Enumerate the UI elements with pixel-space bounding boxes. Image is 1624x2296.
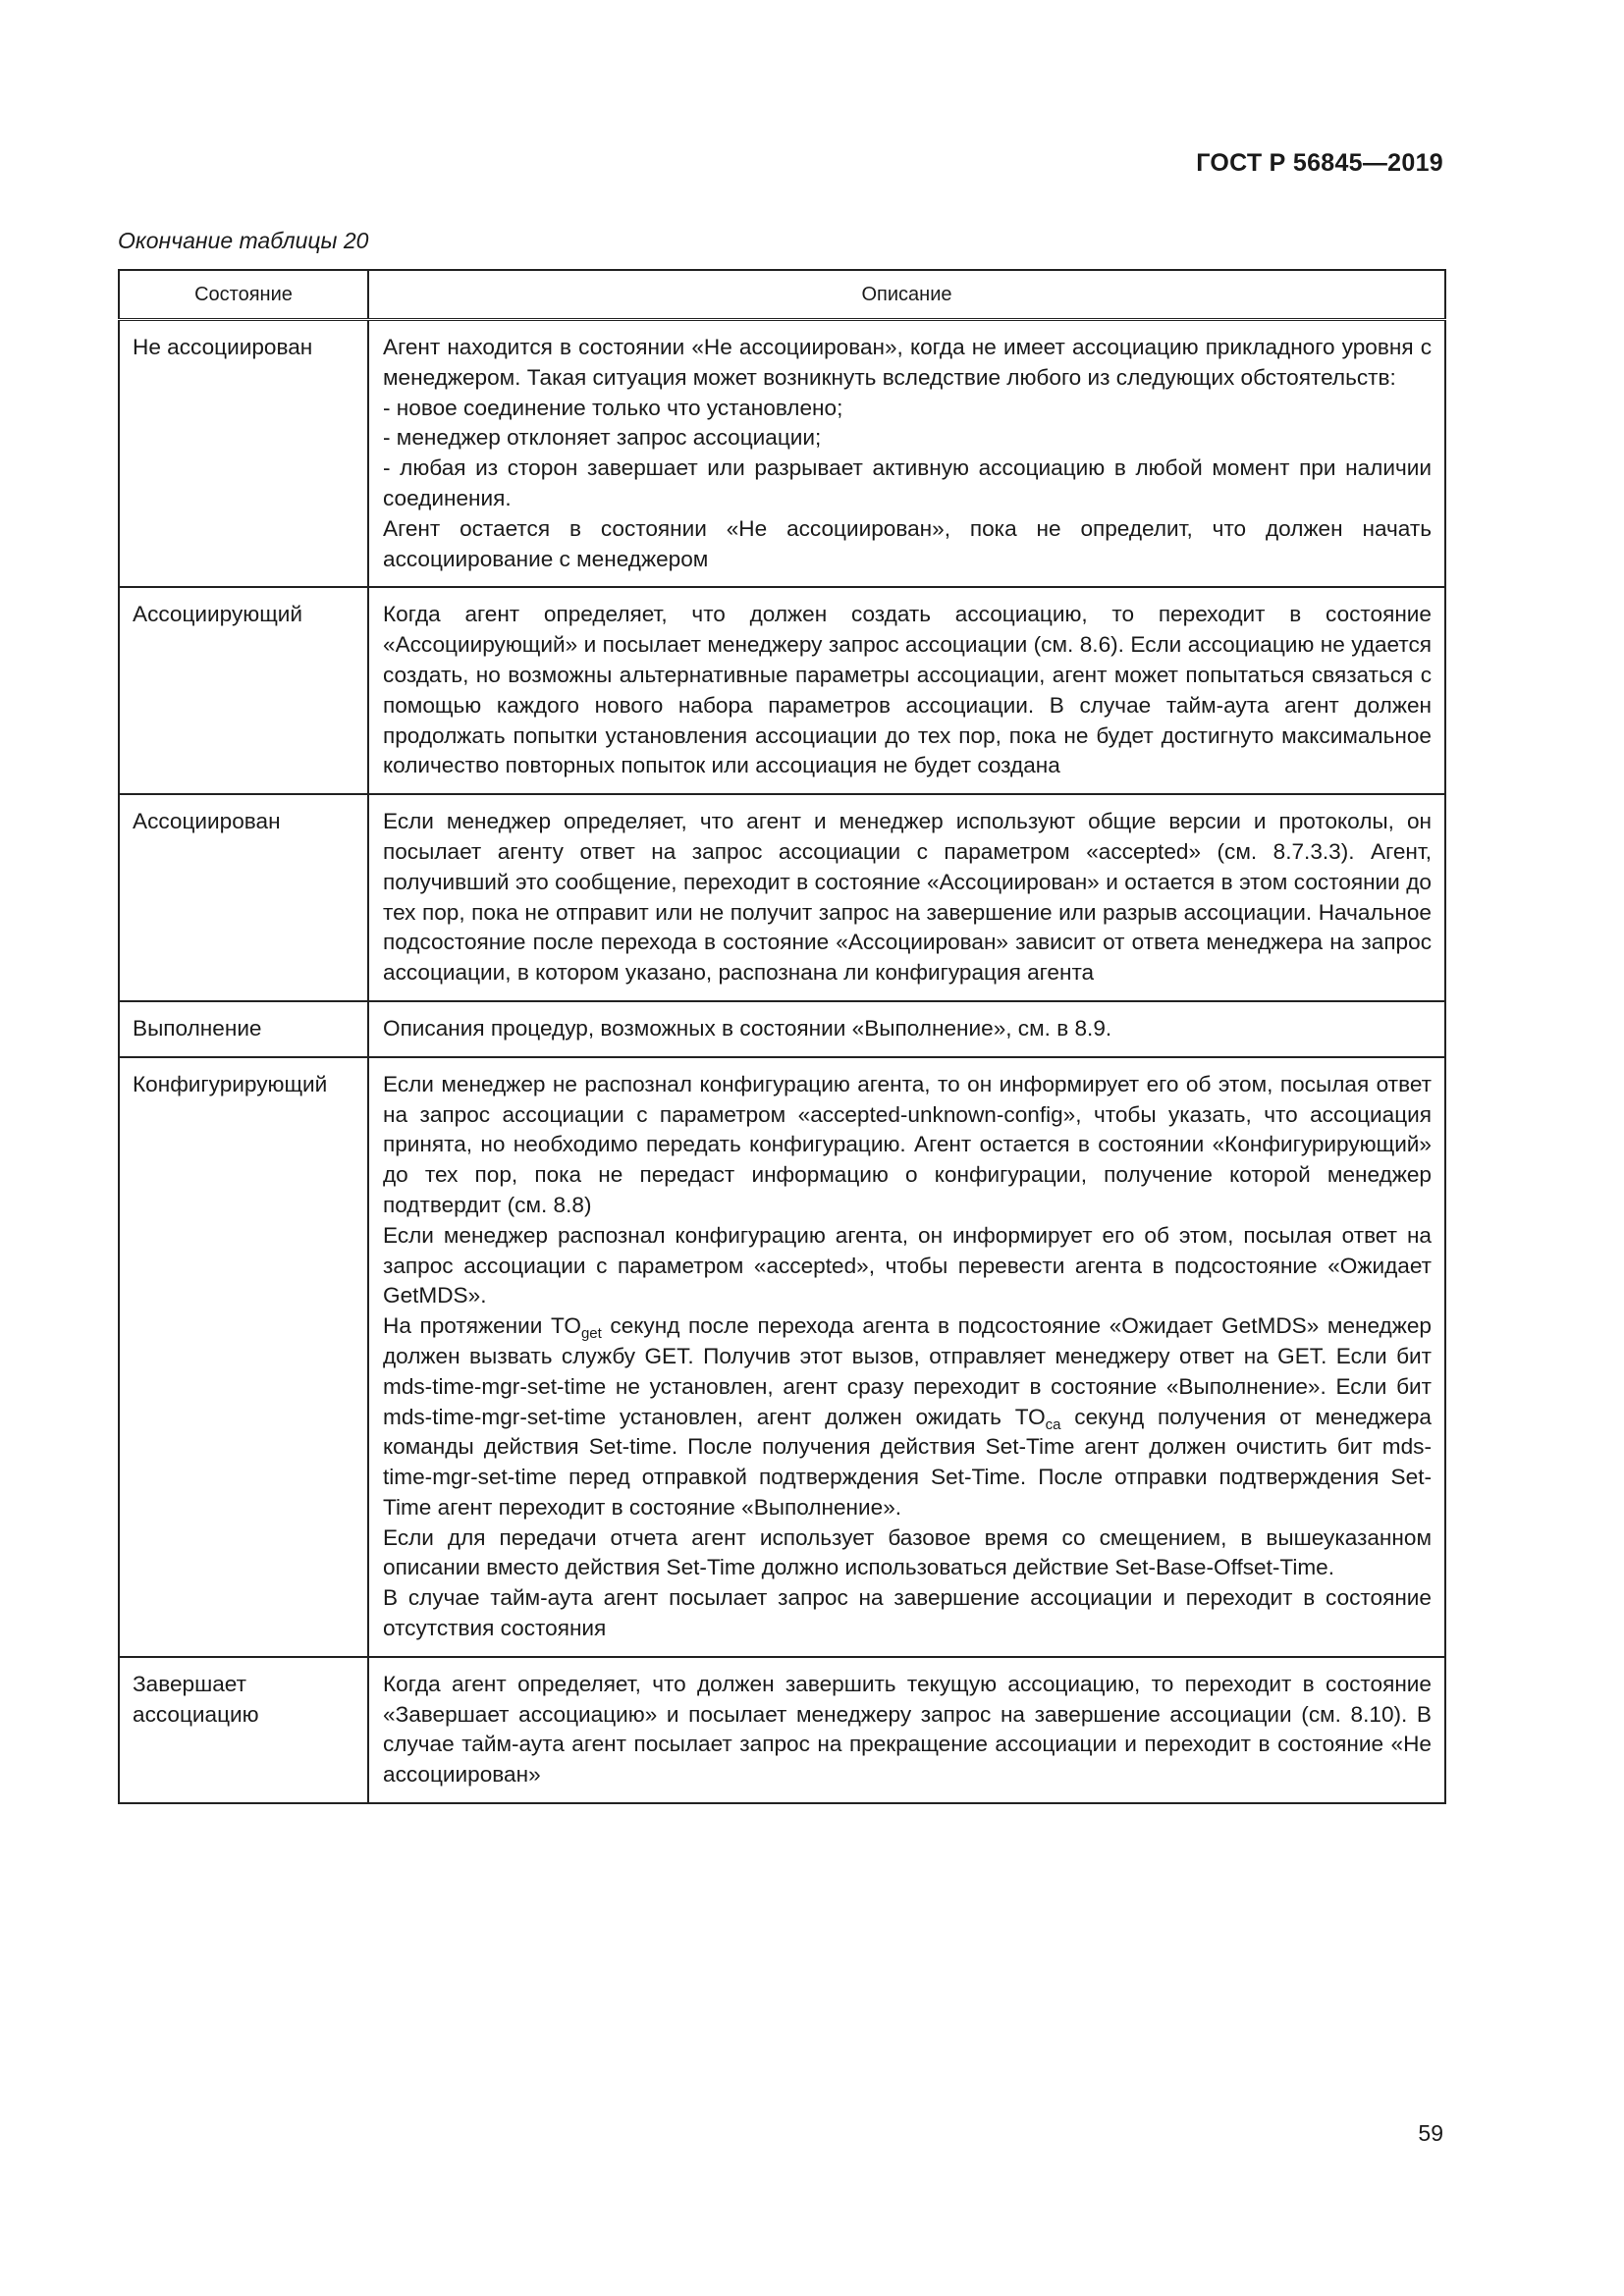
subscript-get: get xyxy=(580,1325,602,1343)
description-line: - любая из сторон завершает или разрывает активную ассоциацию в любой момент при наличии соединения. xyxy=(383,455,1432,510)
standard-code: ГОСТ Р 56845—2019 xyxy=(1196,149,1443,177)
table-row xyxy=(119,587,1445,794)
table-row xyxy=(119,794,1445,1001)
state-description xyxy=(368,794,1445,1001)
timing-text: На протяжении TO xyxy=(383,1313,581,1339)
state-name: Не ассоциирован xyxy=(119,320,368,588)
description-line: Когда агент определяет, что должен создать ассоциацию, то переходит в состояние «Ассоциирующий» и посылает менеджеру запрос ассоциации (см. 8.6). Если ассоциацию не удается создать, но возможны альтернативные параметры ассоциации, агент может попытаться связаться с помощью каждого нового набора параметров ассоциации. В случае тайм-аута агент должен продолжать попытки установления ассоциации до тех пор, пока не будет достигнуто максимальное количество повторных попыток или ассоциация не будет создана xyxy=(383,602,1432,778)
state-name: Ассоциирован xyxy=(119,794,368,1001)
timing-paragraph xyxy=(383,1311,1432,1523)
table-row xyxy=(119,1657,1445,1803)
timing-text: секунд после перехода агента в подсостояние «Ожидает GetMDS» менеджер должен вызвать службу GET. Получив этот вызов, отправляет менеджеру ответ на GET. Если бит mds-time-mgr-set-time не установлен, агент сразу переходит в состояние «Выполнение». Если бит mds-time-mgr-set-time установлен, агент должен ожидать TO xyxy=(383,1313,1432,1429)
states-table xyxy=(118,269,1446,1804)
description-line: - менеджер отклоняет запрос ассоциации; xyxy=(383,425,822,451)
description-line: В случае тайм-аута агент посылает запрос на завершение ассоциации и переходит в состояние отсутствия состояния xyxy=(383,1585,1432,1641)
description-line: Описания процедур, возможных в состоянии «Выполнение», см. в 8.9. xyxy=(383,1015,1112,1041)
state-description xyxy=(368,587,1445,794)
column-header-description: Описание xyxy=(368,270,1445,320)
page-number: 59 xyxy=(1418,2120,1443,2146)
table-row xyxy=(119,1057,1445,1657)
column-header-state: Состояние xyxy=(119,270,368,320)
description-line: - новое соединение только что установлено; xyxy=(383,395,843,420)
state-description xyxy=(368,320,1445,588)
table-row xyxy=(119,320,1445,588)
state-description xyxy=(368,1057,1445,1657)
state-name: Ассоциирующий xyxy=(119,587,368,794)
description-line: Если менеджер определяет, что агент и менеджер используют общие версии и протоколы, он посылает агенту ответ на запрос ассоциации с параметром «accepted» (см. 8.7.3.3). Агент, получивший это сообщение, переходит в состояние «Ассоциирован» и остается в этом состоянии до тех пор, пока не отправит или не получит запрос на завершение или разрыв ассоциации. Начальное подсостояние после перехода в состояние «Ассоциирован» зависит от ответа менеджера на запрос ассоциации, в котором указано, распознана ли конфигурация агента xyxy=(383,809,1432,986)
subscript-ca: ca xyxy=(1045,1415,1061,1433)
timing-text: секунд получения от менеджера команды действия Set-time. После получения действия Set-Time агент должен очистить бит mds-time-mgr-set-time перед отправкой подтверждения Set-Time. После отправки подтверждения Set-Time агент переходит в состояние «Выполнение». xyxy=(383,1404,1432,1520)
state-name: Конфигурирующий xyxy=(119,1057,368,1657)
description-line: Агент остается в состоянии «Не ассоциирован», пока не определит, что должен начать ассоциирование с менеджером xyxy=(383,515,1432,571)
description-line: Если менеджер не распознал конфигурацию агента, то он информирует его об этом, посылая ответ на запрос ассоциации с параметром «accepted-unknown-config», чтобы указать, что ассоциация принята, но необходимо передать конфигурацию. Агент остается в состоянии «Конфигурирующий» до тех пор, пока не передаст информацию о конфигурации, получение которой менеджер подтвердит (см. 8.8) xyxy=(383,1071,1432,1217)
table-caption: Окончание таблицы 20 xyxy=(118,228,369,253)
table-row xyxy=(119,1001,1445,1057)
description-line: Когда агент определяет, что должен завершить текущую ассоциацию, то переходит в состояние «Завершает ассоциацию» и посылает менеджеру запрос на завершение ассоциации (см. 8.10). В случае тайм-аута агент посылает запрос на прекращение ассоциации и переходит в состояние «Не ассоциирован» xyxy=(383,1671,1432,1788)
state-name: Завершает ассоциацию xyxy=(119,1657,368,1803)
table-header-row xyxy=(119,270,1445,320)
description-line: Если менеджер распознал конфигурацию агента, он информирует его об этом, посылая ответ на запрос ассоциации с параметром «accepted», чтобы перевести агента в подсостояние «Ожидает GetMDS». xyxy=(383,1222,1432,1308)
state-name: Выполнение xyxy=(119,1001,368,1057)
description-line: Если для передачи отчета агент использует базовое время со смещением, в вышеуказанном описании вместо действия Set-Time должно использоваться действие Set-Base-Offset-Time. xyxy=(383,1524,1432,1580)
state-description xyxy=(368,1001,1445,1057)
state-description xyxy=(368,1657,1445,1803)
description-line: Агент находится в состоянии «Не ассоциирован», когда не имеет ассоциацию прикладного уровня с менеджером. Такая ситуация может возникнуть вследствие любого из следующих обстоятельств: xyxy=(383,335,1432,390)
